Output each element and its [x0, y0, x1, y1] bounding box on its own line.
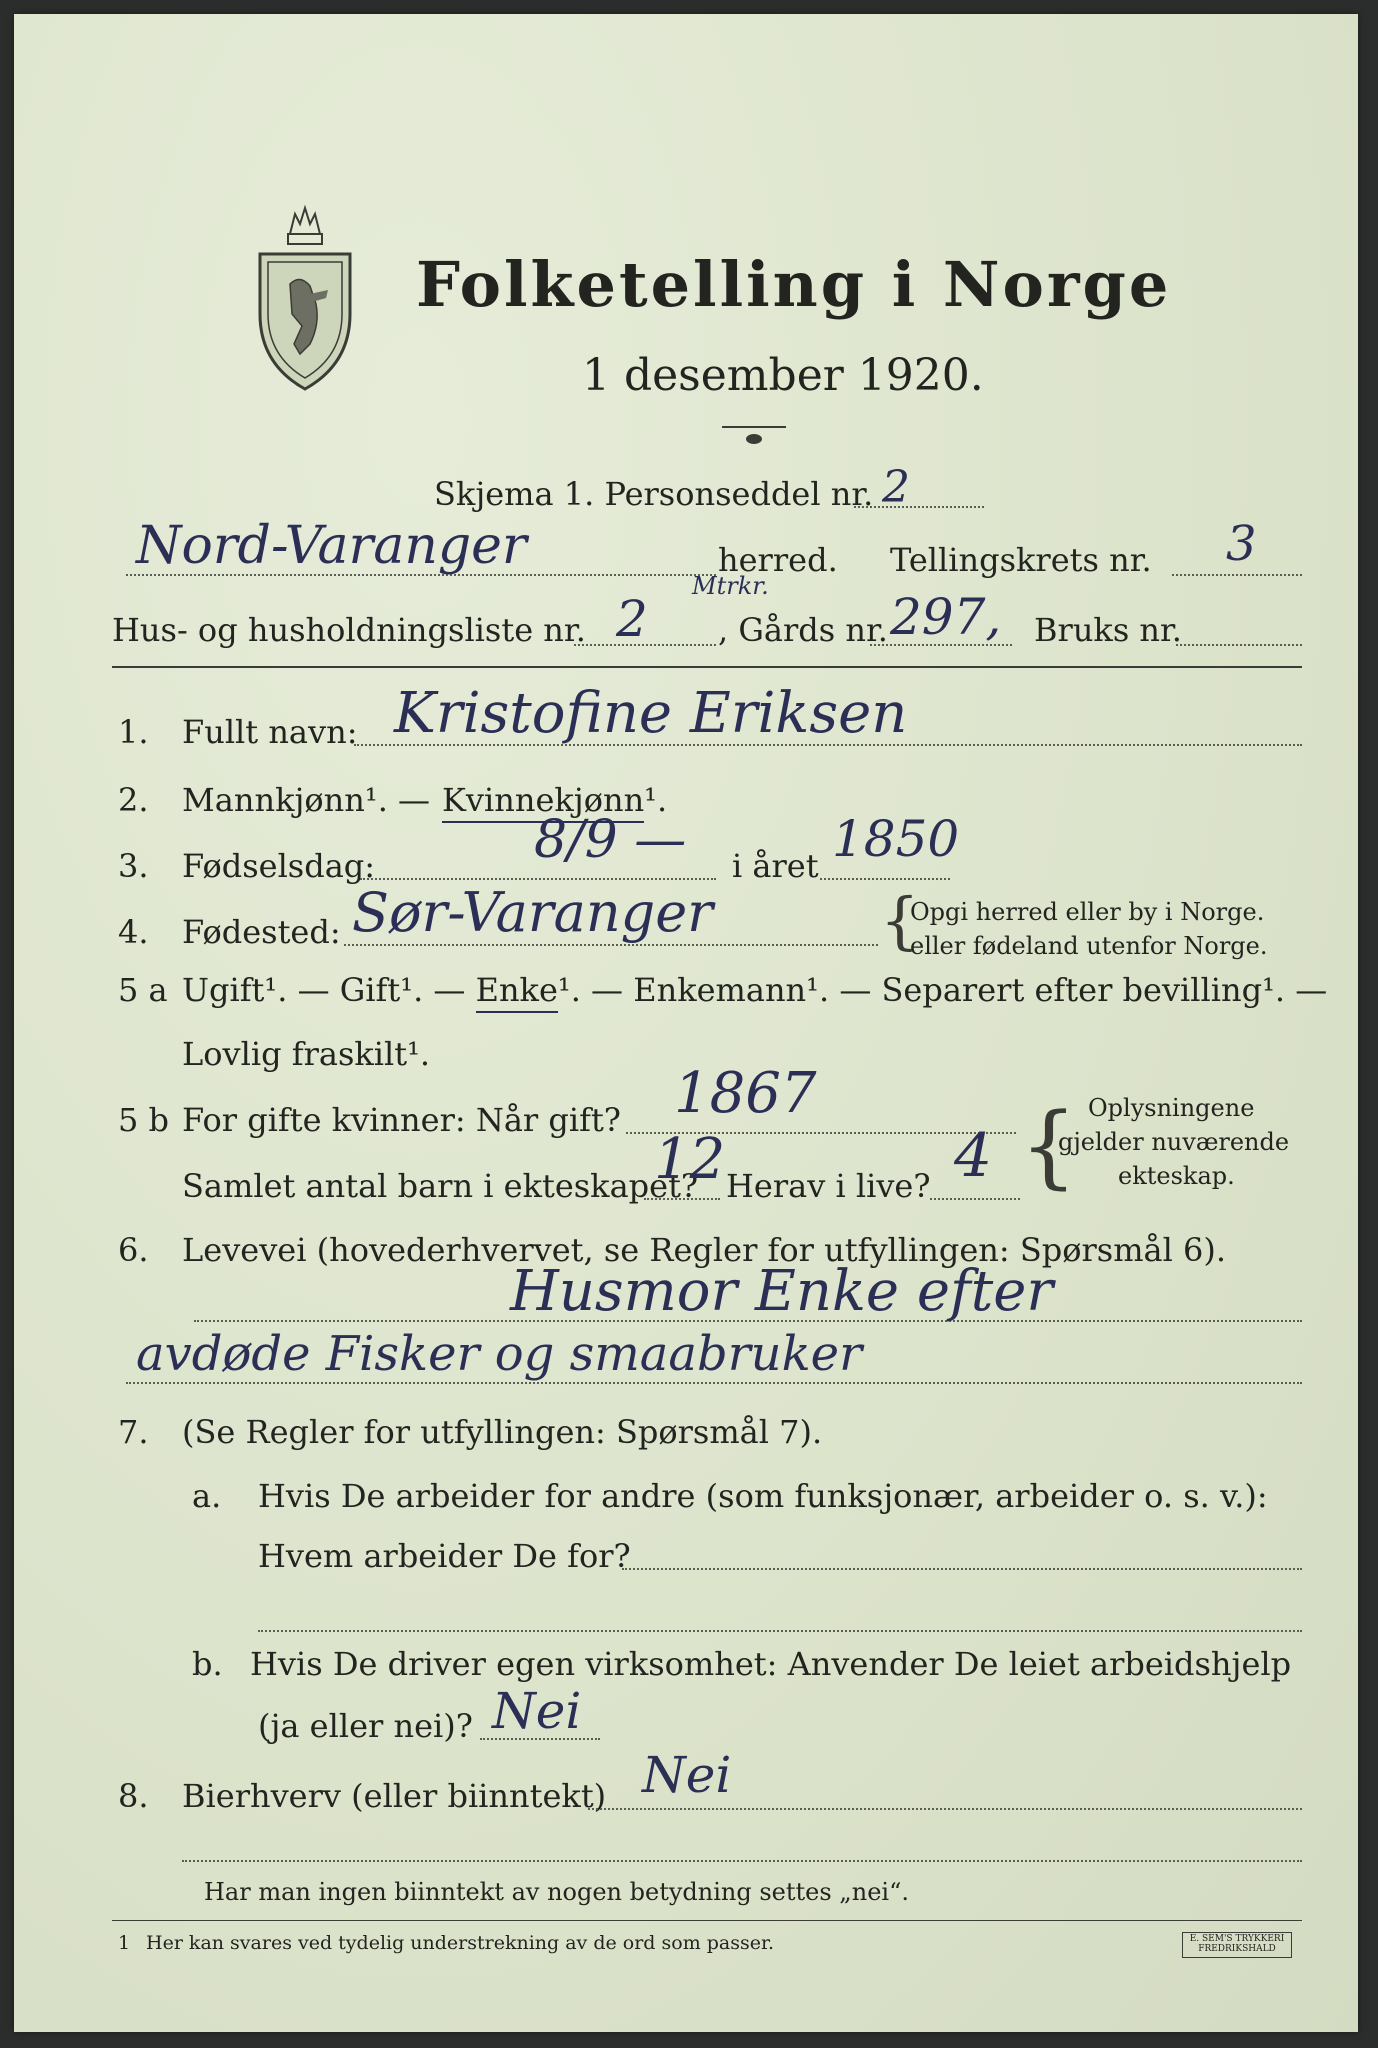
q4-note2: eller fødeland utenfor Norge.: [910, 932, 1268, 960]
tellingskrets-dots: [1172, 574, 1302, 576]
tellingskrets-label: Tellingskrets nr.: [890, 541, 1152, 579]
q8-dots-1: [588, 1808, 1302, 1810]
form-title: Folketelling i Norge: [416, 248, 1172, 321]
q7b-value: Nei: [492, 1682, 582, 1740]
tellingskrets-value: 3: [1226, 516, 1257, 572]
q2-mann: Mannkjønn¹. —: [182, 781, 431, 819]
personseddel-value: 2: [882, 462, 910, 513]
q2-kvinne: Kvinnekjønn: [442, 781, 644, 823]
q5a-opt1: Ugift¹. — Gift¹. —: [182, 971, 466, 1009]
q5a-number: 5 a: [118, 971, 168, 1009]
q8-label: Bierhverv (eller biinntekt): [182, 1777, 607, 1815]
q7b-text: Hvis De driver egen virksomhet: Anvender De leiet arbeidshjelp: [250, 1645, 1292, 1683]
q7a-dots-2: [258, 1630, 1302, 1632]
bruks-label: Bruks nr.: [1034, 611, 1182, 649]
gards-label: , Gårds nr.: [718, 611, 888, 649]
q8-value: Nei: [642, 1746, 732, 1804]
census-form-sheet: [14, 14, 1358, 2032]
q4-value: Sør-Varanger: [352, 881, 713, 944]
q5b-note1: Oplysningene: [1088, 1094, 1255, 1122]
q4-brace: {: [880, 884, 920, 957]
schema-label: Skjema 1. Personseddel nr.: [434, 475, 874, 513]
q3-year: 1850: [832, 810, 960, 868]
title-divider: [722, 426, 786, 428]
header-rule: [112, 666, 1302, 668]
q7a-number: a.: [192, 1477, 222, 1515]
herred-label: herred.: [718, 541, 838, 579]
form-date: 1 desember 1920.: [582, 350, 984, 401]
q7-label: (Se Regler for utfyllingen: Spørsmål 7).: [182, 1413, 823, 1451]
q7a-text: Hvis De arbeider for andre (som funksjonær, arbeider o. s. v.):: [258, 1477, 1268, 1515]
q4-dots: [344, 944, 878, 946]
q5b-note2-text: gjelder nuværende: [1058, 1128, 1290, 1156]
q1-value: Kristofine Eriksen: [394, 681, 908, 746]
q5b-children: 12: [654, 1127, 726, 1192]
q6-label: Levevei (hovederhvervet, se Regler for utfyllingen: Spørsmål 6).: [182, 1231, 1227, 1269]
footnote-number: 1: [118, 1932, 131, 1954]
q5b-alive-label: Herav i live?: [726, 1167, 931, 1205]
q7-number: 7.: [118, 1413, 149, 1451]
q6-number: 6.: [118, 1231, 149, 1269]
q5a-opt2: ¹. — Enkemann¹. — Separert efter bevilling¹. —: [557, 971, 1328, 1009]
q5b-number: 5 b: [118, 1101, 170, 1139]
q8-number: 8.: [118, 1777, 149, 1815]
q7b-number: b.: [192, 1645, 223, 1683]
q4-label: Fødested:: [182, 913, 341, 951]
q8-dots-2: [182, 1860, 1302, 1862]
q6-dots-2: [126, 1382, 1302, 1384]
q1-number: 1.: [118, 713, 149, 751]
q7a-question: Hvem arbeider De for?: [258, 1537, 631, 1575]
q5b-alive-dots: [930, 1198, 1020, 1200]
hus-label: Hus- og husholdningsliste nr.: [112, 611, 586, 649]
printer-stamp-line2: FREDRIKSHALD: [1198, 1943, 1276, 1954]
q3-label: Fødselsdag:: [182, 847, 376, 885]
bruks-dots: [1176, 644, 1302, 646]
q5b-children-label: Samlet antal barn i ekteskapet?: [182, 1167, 699, 1205]
q7a-dots-1: [622, 1568, 1302, 1570]
footnote-rule: [112, 1920, 1302, 1921]
q5b-brace: {: [1020, 1094, 1078, 1199]
herred-value: Nord-Varanger: [136, 516, 527, 576]
q3-year-label: i året: [732, 847, 819, 885]
mtrkr-annotation: Mtrkr.: [692, 572, 769, 600]
q5b-married: 1867: [674, 1061, 817, 1126]
q5a-enke: Enke: [476, 971, 558, 1013]
printer-stamp: [1182, 1932, 1292, 1958]
q5a-line2: Lovlig fraskilt¹.: [182, 1035, 431, 1073]
q5b-alive: 4: [954, 1121, 993, 1191]
q7b-question: (ja eller nei)?: [258, 1707, 473, 1745]
norwegian-coat-of-arms-icon: [250, 194, 360, 394]
footnote-text: Her kan svares ved tydelig understrekning av de ord som passer.: [146, 1932, 775, 1954]
q5b-note3: ekteskap.: [1118, 1162, 1235, 1190]
q5b-note2: [1058, 1130, 1289, 1154]
q3-dots: [360, 878, 716, 880]
hus-value: 2: [616, 590, 648, 648]
q6-line2: avdøde Fisker og smaabruker: [136, 1326, 863, 1382]
divider-dot: [746, 434, 762, 444]
q2-kvinne-sup: ¹.: [644, 781, 668, 819]
q3-year-dots: [820, 878, 950, 880]
q3-number: 3.: [118, 847, 149, 885]
q1-label: Fullt navn:: [182, 713, 358, 751]
q5b-label: For gifte kvinner: Når gift?: [182, 1101, 621, 1139]
gards-value: 297,: [890, 588, 1002, 646]
q6-line1: Husmor Enke efter: [510, 1259, 1054, 1324]
q4-number: 4.: [118, 913, 149, 951]
q5a-line1: [182, 971, 1328, 1009]
personseddel-dots: [854, 506, 984, 508]
q2-number: 2.: [118, 781, 149, 819]
q5b-children-dots: [644, 1198, 720, 1200]
printer-stamp-line1: E. SEM'S TRYKKERI: [1189, 1934, 1285, 1944]
q4-note1: Opgi herred eller by i Norge.: [910, 898, 1265, 926]
q3-value: 8/9 —: [534, 810, 687, 870]
nei-note: Har man ingen biinntekt av nogen betydning settes „nei“.: [204, 1878, 909, 1906]
